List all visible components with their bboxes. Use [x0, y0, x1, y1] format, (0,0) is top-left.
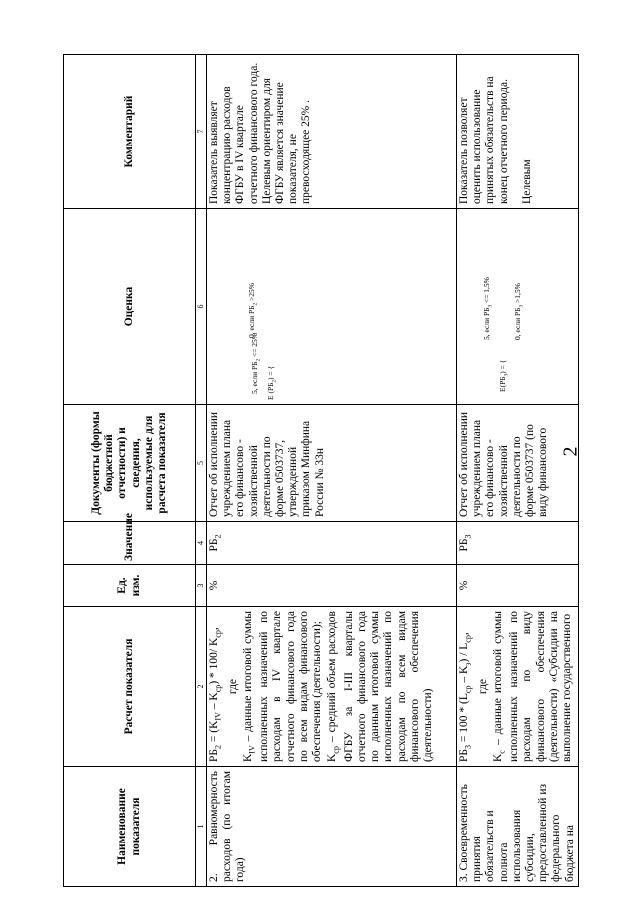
row3-calculation: [457, 607, 579, 767]
row2-eval-line1: 5, если $РБ_2 <= 25\%$: [250, 332, 262, 394]
row3-comment-more: Целевым: [520, 159, 533, 204]
row2-name: 2. Равномерность расходов (по итогам года): [207, 767, 457, 887]
row3-unit: %: [457, 565, 579, 607]
row3-name: 3. Своевременность принятия обязательств и полнота использования субсидии, предоставленной из федерального бюджета на: [457, 767, 579, 887]
row2-formula: $РБ_2 = (K_{IV} - K_{ср}) * 100/$ $K_{ср}$,: [208, 627, 223, 762]
row3-formula: $РБ_3 = 100 * (L_{ср} - K_з) / L_{ср}$,: [458, 632, 473, 762]
header-evaluation: Оценка: [64, 209, 196, 405]
row3-value: $РБ_3$: [457, 522, 579, 565]
row2-comment: Показатель выявляет концентрацию расходов ФГБУ в IV квартале отчетного финансового года. Целевым ориентиром для ФГБУ является значение показателя, не превосходящее 25% .: [207, 55, 457, 209]
row3-documents: Отчет об исполнении учреждением плана его финансово - хозяйственной деятельности по форме 0503737 (по виду финансового: [457, 405, 579, 522]
row2-ksr-def: $K_{ср}$ – средний объем расходов ФГБУ за I-III кварталы отчетного финансового года по данным итоговой суммы исполненных назначений по расходам по всем видам финансового обеспечения (деятельности): [326, 611, 434, 762]
col-number: 3: [196, 565, 207, 607]
table-row-2: [207, 55, 457, 887]
col-number: 5: [196, 405, 207, 522]
header-name: Наименование показателя: [64, 767, 196, 887]
row2-kiv-def: $K_{IV}$ – данные итоговой суммы исполненных назначений по расходам в IV квартале отчетного финансового года по всем видам финансового обеспечения (деятельности);: [241, 611, 324, 762]
col-number: 2: [196, 607, 207, 767]
header-unit: Ед. изм.: [64, 565, 196, 607]
row2-documents: Отчет об исполнении учреждением плана его финансово - хозяйственной деятельности по форме 0503737, утвержденной приказом Минфина России № 33н: [207, 405, 457, 522]
row3-comment-text: Показатель позволяет оценить использование принятых обязательств на конец отчетного периода.: [458, 76, 510, 204]
table-row-3: [457, 55, 579, 887]
row3-k-def: $K_с$ – данные итоговой суммы исполненных назначений по расходам по виду финансового обеспечения (деятельности) «Субсидии на выполнение государственного: [491, 611, 574, 762]
column-number-row: [196, 55, 207, 887]
header-comment: Комментарий: [64, 55, 196, 209]
rotated-table-wrapper: [63, 55, 576, 887]
row2-unit: %: [207, 565, 457, 607]
row2-where: где: [226, 678, 239, 695]
header-calc: Расчет показателя: [64, 607, 196, 767]
col-number: 7: [196, 55, 207, 209]
row3-eval-left: $E(РБ_3)$ = {: [497, 359, 509, 392]
row2-eval-left: E $(РБ_2)$ = {: [265, 365, 277, 400]
header-value: Значение: [64, 522, 196, 565]
row3-evaluation: [457, 209, 579, 405]
row2-calculation: [207, 607, 457, 767]
col-number: 4: [196, 522, 207, 565]
col-number: 6: [196, 209, 207, 405]
indicator-table: [63, 54, 579, 887]
col-number: 1: [196, 767, 207, 887]
header-row: [64, 55, 196, 887]
page-number: 2: [559, 446, 582, 457]
row3-eval-line2: 0, если $РБ_3 >1,5\%$: [513, 283, 525, 340]
row3-where: где: [476, 678, 489, 695]
row3-comment: [457, 55, 579, 209]
row2-evaluation: [207, 209, 457, 405]
header-documents: Документы (формы бюджетной отчетности) и сведения, используемые для расчета показателя: [64, 405, 196, 522]
row3-eval-line1: 5, если $РБ_3 <= 1,5\%$: [482, 277, 494, 340]
row2-value: $РБ_2$: [207, 522, 457, 565]
row2-eval-line2: 0, если $РБ_2 >25\%$: [247, 283, 259, 338]
